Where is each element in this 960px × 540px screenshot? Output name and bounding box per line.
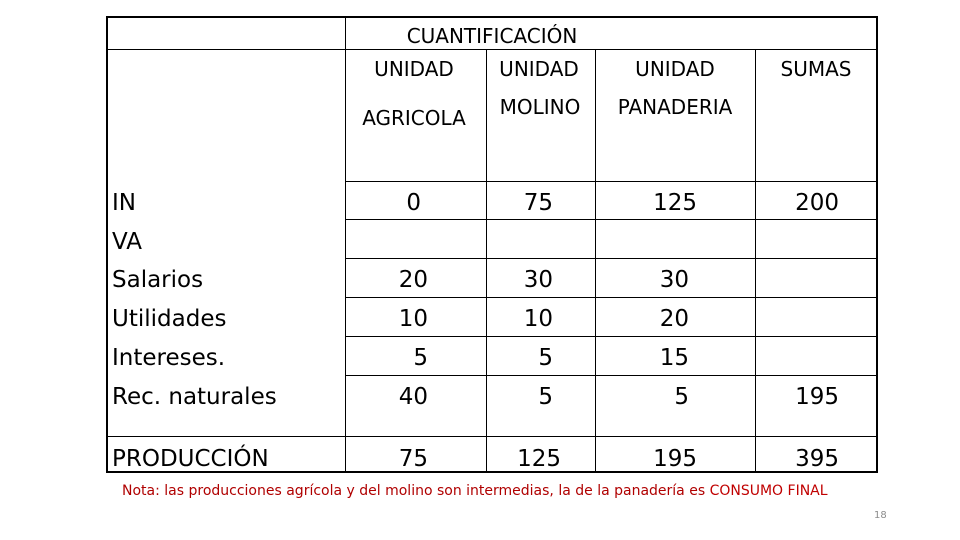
row-label: IN: [112, 190, 136, 216]
column-divider: [595, 49, 596, 473]
row-rule: [345, 297, 878, 298]
column-header-line1: SUMAS: [780, 57, 852, 81]
table-cell: 75: [523, 190, 553, 216]
footnote-text: Nota: las producciones agrícola y del molino son intermedias, la de la panadería es: [122, 483, 710, 499]
header-top-rule: [106, 49, 878, 50]
footnote-emphasis: CONSUMO FINAL: [709, 483, 828, 499]
column-header-line2: PANADERIA: [617, 95, 733, 119]
table-cell: 20: [659, 306, 689, 332]
column-header-line1: UNIDAD: [499, 57, 579, 81]
row-rule: [345, 375, 878, 376]
column-divider: [486, 49, 487, 473]
table-cell: 125: [653, 190, 697, 216]
page-number: 18: [874, 510, 887, 521]
column-header-line2: MOLINO: [499, 95, 581, 119]
table-cell: 5: [538, 345, 553, 371]
table-cell: 75: [398, 446, 428, 472]
column-header-line1: UNIDAD: [374, 57, 454, 81]
row-label: Rec. naturales: [112, 384, 277, 410]
header-bottom-rule: [345, 181, 878, 182]
group-title: CUANTIFICACIÓN: [406, 24, 578, 48]
table-cell: 395: [795, 446, 839, 472]
table-cell: 200: [795, 190, 839, 216]
table-cell: 125: [517, 446, 561, 472]
table-cell: 195: [795, 384, 839, 410]
row-rule: [345, 336, 878, 337]
column-divider: [345, 16, 346, 473]
footnote: [122, 483, 828, 499]
row-label: Intereses.: [112, 345, 226, 371]
table-cell: 0: [406, 190, 421, 216]
column-header-line2: AGRICOLA: [362, 106, 466, 130]
column-header-line1: UNIDAD: [635, 57, 715, 81]
table-cell: 30: [659, 267, 689, 293]
table-cell: 10: [523, 306, 553, 332]
production-rule: [106, 436, 878, 437]
table-cell: 10: [398, 306, 428, 332]
column-divider: [755, 49, 756, 473]
row-label: PRODUCCIÓN: [112, 446, 269, 472]
table-cell: 5: [674, 384, 689, 410]
table-cell: 5: [413, 345, 428, 371]
row-label: Utilidades: [112, 306, 227, 332]
row-label: Salarios: [112, 267, 204, 293]
table-cell: 40: [398, 384, 428, 410]
table-cell: 30: [523, 267, 553, 293]
table-cell: 15: [659, 345, 689, 371]
table-cell: 20: [398, 267, 428, 293]
row-rule: [345, 258, 878, 259]
table-cell: 5: [538, 384, 553, 410]
row-label: VA: [112, 229, 142, 255]
table-cell: 195: [653, 446, 697, 472]
row-rule: [345, 219, 878, 220]
